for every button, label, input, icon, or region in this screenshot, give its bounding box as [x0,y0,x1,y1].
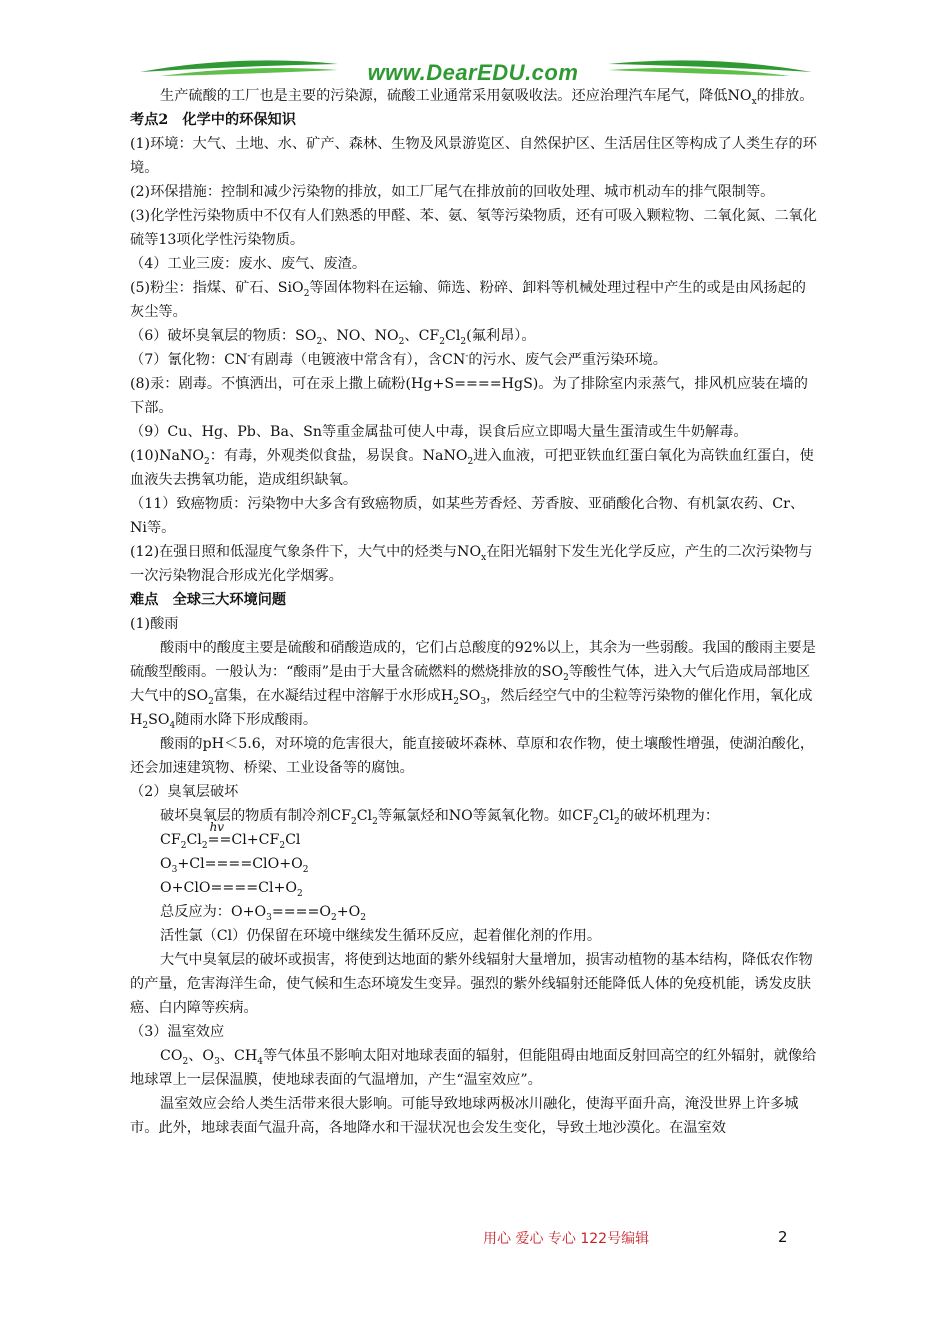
formula-line-4: 总反应为：$O+O_3====O_2+O_2$ [160,904,367,923]
item-7: （7）氰化物：CN-有剧毒（电镀液中常含有），含CN-的污水、废气会严重污染环境。 [130,351,667,368]
item-8: (8)汞：剧毒。不慎洒出，可在汞上撒上硫粉(Hg+S====HgS)。为了排除室内汞蒸气，排风机应装在墙的下部。 [130,376,808,416]
ozone-paragraph-3: 大气中臭氧层的破坏或损害，将使到达地面的紫外线辐射大量增加，损害动植物的基本结构，降低农作物的产量，危害海洋生命，使气候和生态环境发生变异。强烈的紫外线辐射还能降低人体的免疫机能，诱发皮肤癌、白内障等疾病。 [130,952,813,1016]
footer-text: 用心 爱心 专心 122号编辑 [483,1231,650,1247]
hv-label: hv [209,820,225,834]
greenhouse-paragraph-2: 温室效应会给人类生活带来很大影响。可能导致地球两极冰川融化，使海平面升高，淹没世界上许多城市。此外，地球表面气温升高，各地降水和干湿状况也会发生变化，导致土地沙漠化。在温室效 [130,1096,799,1136]
item-5: (5)粉尘：指煤、矿石、SiO$_2$等固体物料在运输、筛选、粉碎、卸料等机械处理过程中产生的或是由风扬起的灰尘等。 [130,280,806,320]
page-header [0,52,950,86]
acid-rain-paragraph-2: 酸雨的pH＜5.6，对环境的危害很大，能直接破坏森林、草原和农作物，使土壤酸性增强，使湖泊酸化，还会加速建筑物、桥梁、工业设备等的腐蚀。 [130,736,815,776]
subsection-ozone-title: （2）臭氧层破坏 [130,784,239,800]
intro-paragraph: 生产硫酸的工厂也是主要的污染源，硫酸工业通常采用氨吸收法。还应治理汽车尾气，降低$NO_x$的排放。 [160,88,814,107]
page-number: 2 [778,1228,788,1246]
item-2: (2)环保措施：控制和减少污染物的排放，如工厂尾气在排放前的回收处理、城市机动车的排气限制等。 [130,184,775,200]
item-12: (12)在强日照和低湿度气象条件下，大气中的烃类与$NO_x$在阳光辐射下发生光化学反应，产生的二次污染物与一次污染物混合形成光化学烟雾。 [130,544,813,584]
formula-line-3: $O+ClO====Cl+O_2$ [160,880,303,899]
section-heading-kaodian2: 考点2 化学中的环保知识 [130,112,296,128]
section-heading-nandian: 难点 全球三大环境问题 [130,592,287,608]
item-1: (1)环境：大气、土地、水、矿产、森林、生物及风景游览区、自然保护区、生活居住区等构成了人类生存的环境。 [130,136,817,176]
subsection-greenhouse-title: （3）温室效应 [130,1024,225,1040]
formula-line-2: $O_3+Cl====ClO+O_2$ [160,856,309,875]
ozone-paragraph-1: 破坏臭氧层的物质有制冷剂$CF_2Cl_2$等氟氯烃和NO等氮氧化物。如$CF_2Cl_2$的破坏机理为： [160,808,720,827]
item-9: （9）Cu、Hg、Pb、Ba、Sn等重金属盐可使人中毒，误食后应立即喝大量生蛋清或生牛奶解毒。 [130,424,748,440]
greenhouse-paragraph-1: $CO_2$、$O_3$、$CH_4$等气体虽不影响太阳对地球表面的辐射，但能阻碍由地面反射回高空的红外辐射，就像给地球罩上一层保温膜，使地球表面的气温增加，产生“温室效应”。 [130,1048,817,1088]
document-body [130,84,820,1140]
item-6: （6）破坏臭氧层的物质：$SO_2$、NO、$NO_2$、$CF_2Cl_2$(氟利昂）。 [130,328,536,347]
item-11: （11）致癌物质：污染物中大多含有致癌物质，如某些芳香烃、芳香胺、亚硝酸化合物、有机氯农药、Cr、Ni等。 [130,496,805,536]
site-logo-text[interactable]: www.DearEDU.com [367,60,579,85]
item-4: （4）工业三废：废水、废气、废渣。 [130,256,367,272]
item-10: (10)NaNO$_2$：有毒，外观类似食盐，易误食。NaNO$_2$进入血液，可把亚铁血红蛋白氧化为高铁血红蛋白，使血液失去携氧功能，造成组织缺氧。 [130,448,814,488]
subsection-acid-rain-title: (1)酸雨 [130,616,179,632]
acid-rain-paragraph-1: 酸雨中的酸度主要是硫酸和硝酸造成的，它们占总酸度的92%以上，其余为一些弱酸。我国的酸雨主要是硫酸型酸雨。一般认为：“酸雨”是由于大量含硫燃料的燃烧排放的$SO_2$等酸性气体，进入大气后造成局部地区大气中的$SO_2$富集，在水凝结过程中溶解于水形成$H_2SO_3$，然后经空气中的尘粒等污染物的催化作用，氧化成$H_2SO_4$随雨水降下形成酸雨。 [130,640,816,731]
ozone-paragraph-2: 活性氯（Cl）仍保留在环境中继续发生循环反应，起着催化剂的作用。 [160,928,602,944]
item-3: (3)化学性污染物质中不仅有人们熟悉的甲醛、苯、氨、氡等污染物质，还有可吸入颗粒物、二氧化氮、二氧化硫等13项化学性污染物质。 [130,208,817,248]
formula-line-1: $CF_2Cl_2$ hv $==Cl+CF_2Cl$ [160,828,820,852]
